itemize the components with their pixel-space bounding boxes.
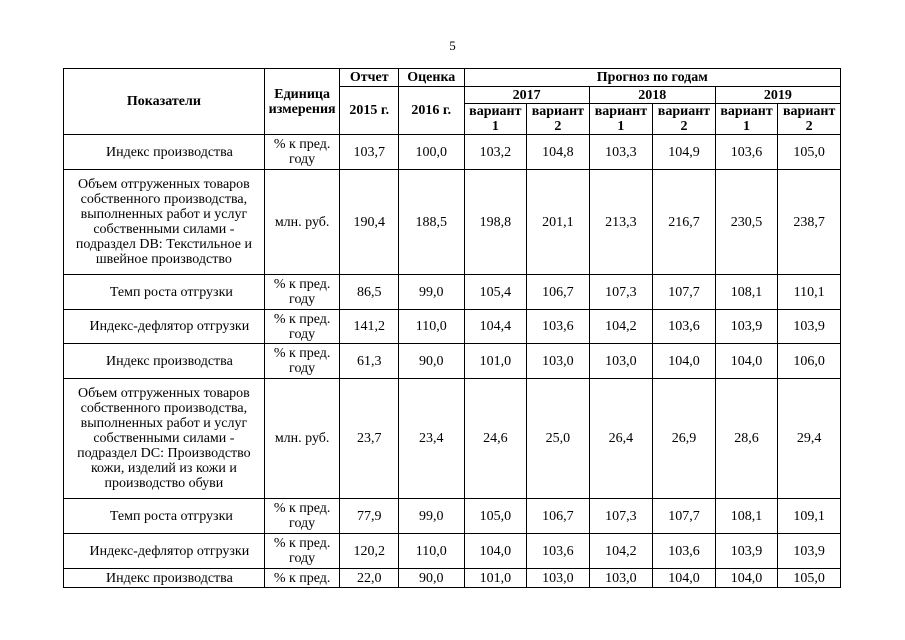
value-2019-v2: 238,7 [778, 170, 841, 275]
row-unit: млн. руб. [264, 170, 340, 275]
row-unit: % к пред. году [264, 310, 340, 344]
row-name: Темп роста отгрузки [64, 499, 265, 534]
page-number: 5 [449, 38, 456, 53]
row-unit: % к пред. [264, 569, 340, 588]
value-2017-v2: 106,7 [527, 275, 590, 310]
value-2017-v2: 106,7 [527, 499, 590, 534]
table-row [64, 310, 841, 344]
row-unit: % к пред. году [264, 499, 340, 534]
value-2016: 188,5 [398, 170, 464, 275]
header-2019-variant-2: вариант 2 [778, 104, 841, 135]
table-row [64, 344, 841, 379]
row-unit: % к пред. году [264, 344, 340, 379]
value-2017-v1: 24,6 [464, 379, 527, 499]
value-2018-v1: 26,4 [589, 379, 653, 499]
value-2018-v1: 107,3 [589, 275, 653, 310]
value-2018-v2: 103,6 [653, 310, 716, 344]
value-2016: 90,0 [398, 344, 464, 379]
row-name: Темп роста отгрузки [64, 275, 265, 310]
table-row [64, 170, 841, 275]
value-2018-v1: 107,3 [589, 499, 653, 534]
value-2017-v2: 103,0 [527, 569, 590, 588]
value-2019-v1: 108,1 [715, 499, 778, 534]
value-2017-v1: 103,2 [464, 135, 527, 170]
value-2016: 100,0 [398, 135, 464, 170]
value-2015: 190,4 [340, 170, 399, 275]
value-2019-v2: 109,1 [778, 499, 841, 534]
table-row [64, 135, 841, 170]
value-2017-v2: 103,6 [527, 534, 590, 569]
value-2017-v1: 101,0 [464, 569, 527, 588]
value-2018-v1: 104,2 [589, 534, 653, 569]
value-2018-v2: 104,0 [653, 569, 716, 588]
value-2019-v2: 103,9 [778, 310, 841, 344]
table-row [64, 275, 841, 310]
row-name: Индекс производства [64, 569, 265, 588]
header-year-2016: 2016 г. [398, 87, 464, 135]
header-indicators: Показатели [64, 69, 265, 135]
value-2016: 99,0 [398, 499, 464, 534]
header-2017-variant-2: вариант 2 [527, 104, 590, 135]
value-2018-v1: 103,3 [589, 135, 653, 170]
header-2019-variant-1: вариант 1 [715, 104, 778, 135]
value-2018-v1: 104,2 [589, 310, 653, 344]
value-2018-v2: 107,7 [653, 275, 716, 310]
forecast-table [63, 68, 841, 588]
value-2018-v2: 216,7 [653, 170, 716, 275]
value-2016: 110,0 [398, 310, 464, 344]
value-2019-v2: 105,0 [778, 135, 841, 170]
row-unit: % к пред. году [264, 534, 340, 569]
row-unit: % к пред. году [264, 275, 340, 310]
value-2018-v2: 104,0 [653, 344, 716, 379]
header-estimate: Оценка [398, 69, 464, 87]
value-2019-v1: 104,0 [715, 344, 778, 379]
value-2017-v1: 104,0 [464, 534, 527, 569]
table-row [64, 534, 841, 569]
value-2015: 120,2 [340, 534, 399, 569]
header-year-2018: 2018 [589, 87, 715, 104]
table-row [64, 569, 841, 588]
row-unit: млн. руб. [264, 379, 340, 499]
value-2016: 90,0 [398, 569, 464, 588]
value-2018-v2: 107,7 [653, 499, 716, 534]
row-name: Индекс-дефлятор отгрузки [64, 534, 265, 569]
header-year-2015: 2015 г. [340, 87, 399, 135]
table-row [64, 379, 841, 499]
value-2018-v2: 104,9 [653, 135, 716, 170]
row-unit: % к пред. году [264, 135, 340, 170]
header-report: Отчет [340, 69, 399, 87]
row-name: Объем отгруженных товаров собственного производства, выполненных работ и услуг собственными силами - подраздел DB: Текстильное и швейное производство [64, 170, 265, 275]
value-2017-v2: 103,6 [527, 310, 590, 344]
value-2019-v1: 104,0 [715, 569, 778, 588]
value-2019-v2: 29,4 [778, 379, 841, 499]
value-2015: 22,0 [340, 569, 399, 588]
value-2019-v1: 103,9 [715, 310, 778, 344]
row-name: Объем отгруженных товаров собственного производства, выполненных работ и услуг собственными силами - подраздел DC: Производство кожи, изделий из кожи и производство обуви [64, 379, 265, 499]
row-name: Индекс производства [64, 135, 265, 170]
value-2015: 86,5 [340, 275, 399, 310]
value-2018-v1: 103,0 [589, 344, 653, 379]
value-2018-v2: 26,9 [653, 379, 716, 499]
header-unit: Единица измерения [264, 69, 340, 135]
value-2018-v2: 103,6 [653, 534, 716, 569]
header-forecast: Прогноз по годам [464, 69, 840, 87]
value-2017-v1: 105,4 [464, 275, 527, 310]
value-2015: 61,3 [340, 344, 399, 379]
value-2019-v2: 105,0 [778, 569, 841, 588]
value-2019-v2: 110,1 [778, 275, 841, 310]
value-2017-v2: 201,1 [527, 170, 590, 275]
row-name: Индекс-дефлятор отгрузки [64, 310, 265, 344]
header-2018-variant-1: вариант 1 [589, 104, 653, 135]
header-year-2017: 2017 [464, 87, 589, 104]
value-2016: 99,0 [398, 275, 464, 310]
value-2015: 77,9 [340, 499, 399, 534]
value-2019-v1: 28,6 [715, 379, 778, 499]
value-2019-v1: 230,5 [715, 170, 778, 275]
value-2016: 110,0 [398, 534, 464, 569]
value-2019-v2: 103,9 [778, 534, 841, 569]
header-year-2019: 2019 [715, 87, 840, 104]
row-name: Индекс производства [64, 344, 265, 379]
value-2019-v1: 103,6 [715, 135, 778, 170]
header-2018-variant-2: вариант 2 [653, 104, 716, 135]
value-2015: 103,7 [340, 135, 399, 170]
value-2017-v1: 104,4 [464, 310, 527, 344]
value-2015: 23,7 [340, 379, 399, 499]
value-2017-v1: 105,0 [464, 499, 527, 534]
header-2017-variant-1: вариант 1 [464, 104, 527, 135]
table-row [64, 499, 841, 534]
value-2017-v1: 198,8 [464, 170, 527, 275]
value-2017-v2: 103,0 [527, 344, 590, 379]
value-2017-v2: 25,0 [527, 379, 590, 499]
value-2017-v2: 104,8 [527, 135, 590, 170]
value-2018-v1: 213,3 [589, 170, 653, 275]
value-2016: 23,4 [398, 379, 464, 499]
value-2019-v1: 103,9 [715, 534, 778, 569]
value-2019-v1: 108,1 [715, 275, 778, 310]
value-2018-v1: 103,0 [589, 569, 653, 588]
value-2019-v2: 106,0 [778, 344, 841, 379]
value-2017-v1: 101,0 [464, 344, 527, 379]
value-2015: 141,2 [340, 310, 399, 344]
